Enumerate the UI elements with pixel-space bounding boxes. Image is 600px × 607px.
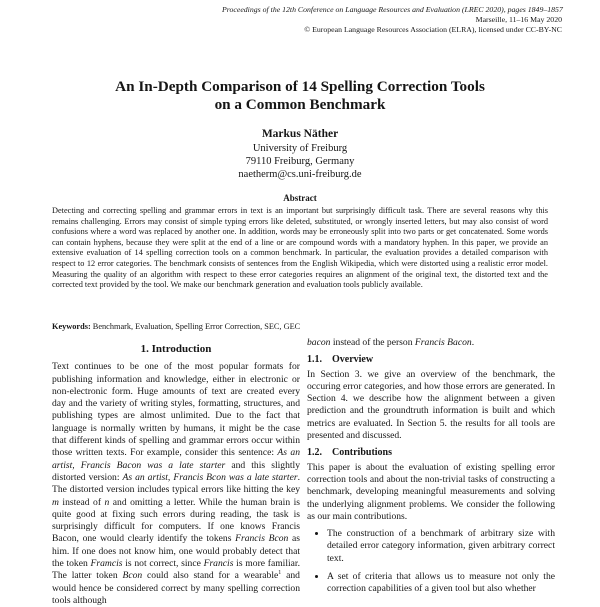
token-framcis: Framcis	[90, 558, 123, 570]
example-sentence-distorted: As an artist, Francis Bcon was a late starter	[122, 471, 298, 483]
abstract-text: Detecting and correcting spelling and grammar errors in text is an important but surprisingly difficult task. There are several reasons why this remains challenging. Errors may consist of simple typing errors like deleted, substituted, or wrongly inserted letters, but may also consist of word confusions where a word was replaced by another one. In addition, words may be erroneously split into two parts or get concatenated. Some words can contain hyphens, because they were split at the end of a line or are compound words with a mandatory hyphen. In this paper, we provide an extensive evaluation of 14 spelling correction tools on a common benchmark. In particular, the evaluation provides a detailed comparison with respect to 12 error categories. The benchmark consists of sentences from the English Wikipedia, which were distorted using a realistic error model. Measuring the quality of an algorithm with respect to these error categories requires an alignment of the original text, the distorted text and the corrected text provided by the tool. We make our benchmark generation and evaluation tools publicly available.	[52, 206, 548, 290]
license-line: © European Language Resources Association (ELRA), licensed under CC-BY-NC	[304, 25, 562, 34]
text-run: .	[471, 337, 475, 348]
author-block	[100, 128, 500, 181]
text-run: is not correct, since	[122, 558, 204, 570]
token-bacon: bacon	[307, 337, 331, 348]
title-line-2: on a Common Benchmark	[214, 96, 386, 113]
author-email: naetherm@cs.uni-freiburg.de	[238, 169, 362, 180]
subsection-number: 1.1.	[307, 354, 322, 366]
keywords	[52, 322, 548, 333]
text-run: Text continues to be one of the most popular formats for publishing information and knowledge, either in electronic or non-electronic form. Huge amounts of text are created every day and the variety of writing styles, formatting, structures, and publishing types are almost unlimited. Due to the fact that language is normally written by humans, it might be the case that different kinds of spelling and grammar errors occur within those written texts. For example, consider this sentence:	[52, 361, 300, 459]
contributions-paragraph: This paper is about the evaluation of existing spelling error correction tools and about the non-trivial tasks of constructing a benchmark, developing meaningful measurements and solving the underlying alignment problems. We consider the following as our main contributions.	[307, 461, 555, 522]
token-francis: Francis	[203, 558, 234, 570]
title-line-1: An In-Depth Comparison of 14 Spelling Correction Tools	[115, 78, 485, 95]
subsection-overview-title	[307, 354, 555, 366]
text-run: instead of the person	[330, 337, 415, 348]
text-run: and this slightly distorted version:	[52, 459, 300, 483]
conference-header	[222, 5, 562, 35]
token-francis-bacon: Francis Bacon	[414, 337, 472, 348]
example-sentence: As an artist, Francis Bacon was a late starter	[52, 447, 300, 471]
keywords-label: Keywords:	[52, 322, 91, 331]
token-bcon: Bcon	[122, 570, 143, 582]
key-m: m	[52, 496, 59, 508]
paper-title	[60, 78, 540, 114]
right-column	[307, 337, 555, 602]
text-run: is more familiar. The latter token	[52, 558, 300, 582]
subsection-label: Overview	[332, 354, 374, 366]
author-name: Markus Näther	[261, 128, 339, 140]
introduction-continuation	[307, 337, 555, 349]
subsection-label: Contributions	[332, 447, 393, 459]
place-line: Marseille, 11–16 May 2020	[475, 15, 562, 24]
text-run: and would hence be considered correct by many spelling correction tools although	[52, 570, 300, 606]
abstract-heading: Abstract	[283, 193, 317, 203]
key-n: n	[104, 496, 110, 508]
list-item: • A set of criteria that allows us to measure not only the correction capabilities of a given tool but also whether	[327, 571, 555, 596]
author-affiliation: University of Freiburg	[252, 143, 348, 154]
author-address: 79110 Freiburg, Germany	[245, 156, 355, 167]
keywords-text: Benchmark, Evaluation, Spelling Error Correction, SEC, GEC	[90, 322, 301, 331]
text-run: . The distorted version includes typical errors like hitting the key	[52, 471, 300, 496]
section-introduction-title: 1. Introduction	[140, 343, 212, 355]
subsection-contributions-title	[307, 447, 555, 459]
subsection-number: 1.2.	[307, 447, 322, 459]
list-item: • The construction of a benchmark of arbitrary size with detailed error category information, given arbitrary correct text.	[327, 528, 555, 565]
contributions-list	[307, 528, 555, 595]
introduction-paragraph	[52, 361, 300, 607]
left-column	[52, 337, 300, 607]
conference-line: Proceedings of the 12th Conference on Language Resources and Evaluation (LREC 2020), pages 1849–1857	[222, 5, 563, 14]
text-run: as him. If one does not know him, one would probably detect that the token	[52, 533, 300, 570]
overview-paragraph: In Section 3. we give an overview of the benchmark, the occuring error categories, and how those errors are generated. In Section 4. we describe how the alignment between a given prediction and the groundtruth information is built and which metrics are evaluated. In Section 5. the results for all tools are presented and discussed.	[307, 368, 555, 442]
token-francis-bcon: Francis Bcon	[235, 533, 289, 545]
text-run: instead of	[58, 496, 105, 508]
text-run: and omitting a letter. While the human brain is quite good at fixing such errors during reading, the task is surprisingly difficult for computers. If one knows Francis Bacon, one would clearly identify the tokens	[52, 496, 300, 545]
footnote-marker[interactable]: 1	[278, 570, 282, 577]
text-run: could also stand for a wearable	[142, 570, 279, 582]
